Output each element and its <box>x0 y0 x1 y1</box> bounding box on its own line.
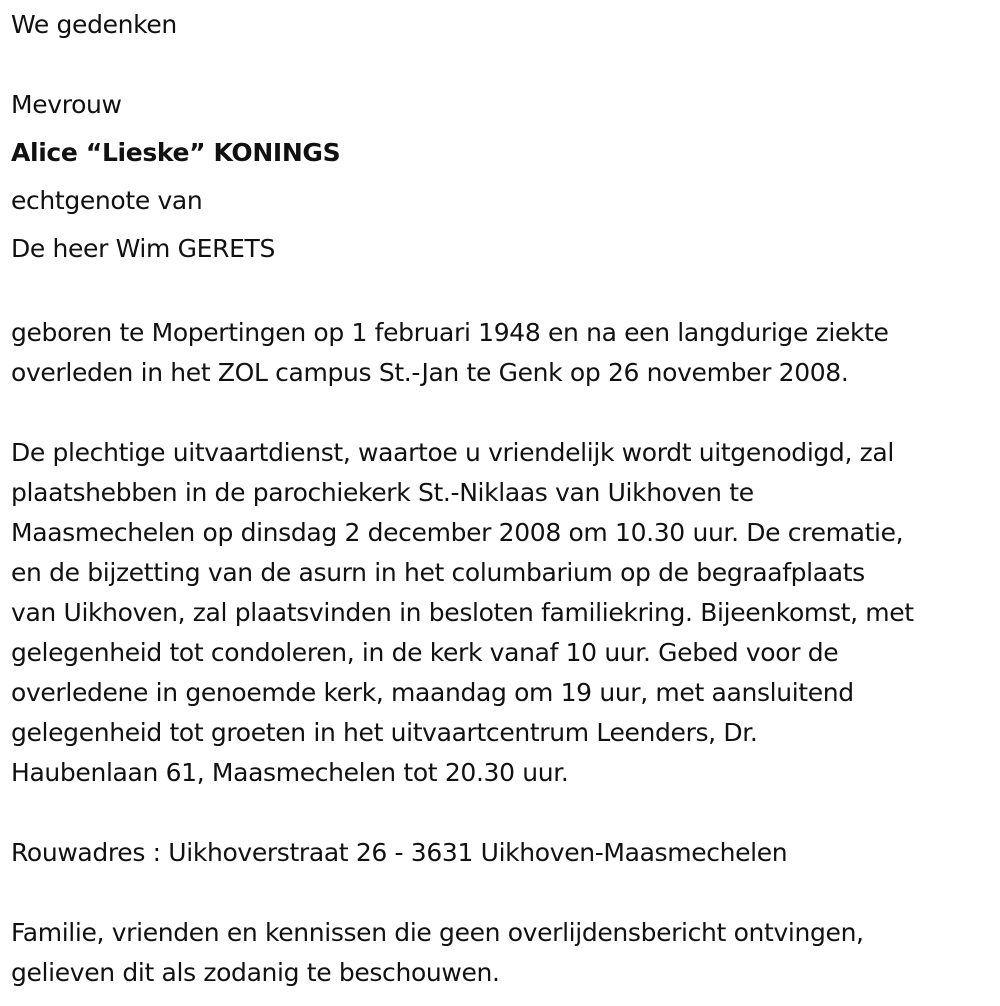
paragraph-line: Familie, vrienden en kennissen die geen overlijdensbericht ontvingen, <box>11 918 864 947</box>
relation-text: echtgenote van <box>11 186 203 215</box>
intro-text: We gedenken <box>11 10 177 39</box>
paragraph-line: overledene in genoemde kerk, maandag om 19 uur, met aansluitend <box>11 678 854 707</box>
paragraph-line: geboren te Mopertingen op 1 februari 1948 en na een langdurige ziekte <box>11 318 889 347</box>
spacer <box>11 49 1000 81</box>
paragraph-line: van Uikhoven, zal plaatsvinden in besloten familiekring. Bijeenkomst, met <box>11 598 914 627</box>
paragraph-line: overleden in het ZOL campus St.-Jan te Genk op 26 november 2008. <box>11 358 849 387</box>
paragraph-line: plaatshebben in de parochiekerk St.-Niklaas van Uikhoven te <box>11 478 754 507</box>
paragraph-line: gelegenheid tot groeten in het uitvaartcentrum Leenders, Dr. <box>11 718 758 747</box>
spouse-name: De heer Wim GERETS <box>11 234 276 263</box>
salutation: Mevrouw <box>11 90 122 119</box>
spacer <box>11 393 1000 433</box>
spacer <box>11 873 1000 913</box>
closing-paragraph <box>11 913 1000 993</box>
paragraph-line: en de bijzetting van de asurn in het columbarium op de begraafplaats <box>11 558 865 587</box>
deceased-name: Alice “Lieske” KONINGS <box>11 138 341 167</box>
paragraph-line: Haubenlaan 61, Maasmechelen tot 20.30 uur. <box>11 758 569 787</box>
spacer <box>11 273 1000 313</box>
paragraph-line: gelieven dit als zodanig te beschouwen. <box>11 958 500 987</box>
paragraph-line: Maasmechelen op dinsdag 2 december 2008 om 10.30 uur. De crematie, <box>11 518 904 547</box>
address-paragraph <box>11 833 1000 873</box>
paragraph-line: De plechtige uitvaartdienst, waartoe u vriendelijk wordt uitgenodigd, zal <box>11 438 894 467</box>
header-block <box>11 0 1000 273</box>
mourning-address: Rouwadres : Uikhoverstraat 26 - 3631 Uikhoven-Maasmechelen <box>11 838 788 867</box>
paragraph-line: gelegenheid tot condoleren, in de kerk vanaf 10 uur. Gebed voor de <box>11 638 839 667</box>
spacer <box>11 793 1000 833</box>
birth-death-paragraph <box>11 313 1000 393</box>
funeral-paragraph <box>11 433 1000 793</box>
